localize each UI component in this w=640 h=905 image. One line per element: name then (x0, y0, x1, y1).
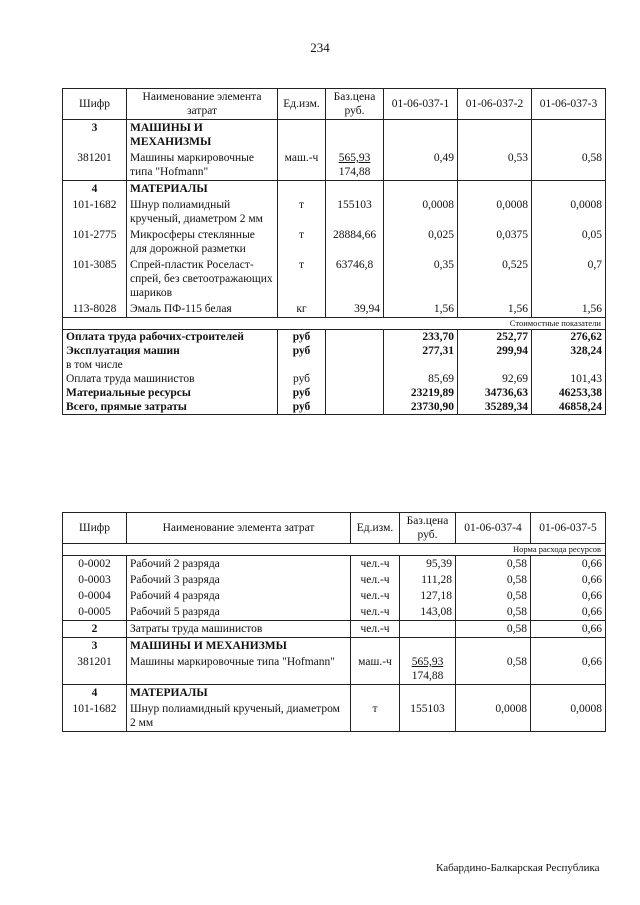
total-unit: руб (278, 400, 326, 415)
row-name: Рабочий 5 разряда (127, 604, 351, 621)
table-header-row (63, 513, 606, 544)
row-code: 381201 (63, 654, 127, 685)
row-value-2: 1,56 (458, 301, 532, 318)
row-name: Рабочий 2 разряда (127, 556, 351, 573)
section-title: МАШИНЫ И МЕХАНИЗМЫ (127, 120, 278, 151)
row-price: 63746,8 (326, 257, 384, 301)
cost-indicators-label: Стоимостные показатели (63, 318, 606, 330)
row-price: 155103 (326, 197, 384, 227)
row-name: Затраты труда машинистов (127, 621, 351, 638)
section-number: 3 (63, 638, 127, 655)
row-value-3: 0,05 (532, 227, 606, 257)
row-value-1: 0,0008 (456, 701, 531, 732)
row-code: 2 (63, 621, 127, 638)
row-unit: т (278, 257, 326, 301)
row-value-1: 0,58 (456, 572, 531, 588)
table-row (63, 257, 606, 301)
price-secondary: 174,88 (338, 166, 371, 178)
total-value-3: 46858,24 (532, 400, 606, 415)
total-row (63, 372, 606, 386)
row-price: 155103 (400, 701, 456, 732)
section-title: МАШИНЫ И МЕХАНИЗМЫ (127, 638, 351, 655)
table-row (63, 150, 606, 181)
table-row (63, 701, 606, 732)
row-value-1: 0,0008 (384, 197, 458, 227)
row-code: 0-0004 (63, 588, 127, 604)
row-code: 101-1682 (63, 701, 127, 732)
page-number: 234 (310, 40, 330, 55)
header-price: Баз.цена руб. (400, 513, 456, 544)
total-value-2: 299,94 (458, 344, 532, 358)
row-unit: чел.-ч (351, 621, 400, 638)
header-price: Баз.цена руб. (326, 89, 384, 120)
total-unit: руб (278, 372, 326, 386)
table-row (63, 301, 606, 318)
table-header-row (63, 89, 606, 120)
section-row (63, 120, 606, 151)
row-value-1: 0,58 (456, 604, 531, 621)
row-unit: маш.-ч (278, 150, 326, 181)
row-value-2: 0,66 (531, 572, 606, 588)
row-value-1: 1,56 (384, 301, 458, 318)
row-price: 39,94 (326, 301, 384, 318)
row-name: Спрей-пластик Роселаст-спрей, без светоотражающих шариков (127, 257, 278, 301)
row-unit: кг (278, 301, 326, 318)
row-price: 28884,66 (326, 227, 384, 257)
row-value-2: 0,53 (458, 150, 532, 181)
header-unit: Ед.изм. (351, 513, 400, 544)
total-value-1: 233,70 (384, 330, 458, 345)
total-unit: руб (278, 330, 326, 345)
row-unit: маш.-ч (351, 654, 400, 685)
row-value-2: 0,0008 (458, 197, 532, 227)
row-price (400, 654, 456, 685)
row-code: 0-0002 (63, 556, 127, 573)
total-row (63, 386, 606, 400)
row-price: 111,28 (400, 572, 456, 588)
header-norm-2: 01-06-037-2 (458, 89, 532, 120)
row-code: 381201 (63, 150, 127, 181)
price-main: 565,93 (338, 152, 371, 164)
row-value-2: 0,66 (531, 654, 606, 685)
total-name: Материальные ресурсы (63, 386, 278, 400)
footer-region-name: Кабардино-Балкарская Республика (436, 862, 600, 874)
price-main: 565,93 (411, 656, 444, 668)
row-value-3: 1,56 (532, 301, 606, 318)
row-unit: т (278, 227, 326, 257)
total-value-1: 23219,89 (384, 386, 458, 400)
row-value-2: 0,0008 (531, 701, 606, 732)
row-name: Шнур полиамидный крученый, диаметром 2 мм (127, 197, 278, 227)
header-norm-1: 01-06-037-1 (384, 89, 458, 120)
total-value-2: 35289,34 (458, 400, 532, 415)
norm-label-row (63, 544, 606, 556)
total-unit: руб (278, 386, 326, 400)
resource-table-1 (62, 88, 606, 415)
row-name: Эмаль ПФ-115 белая (127, 301, 278, 318)
section-number: 3 (63, 120, 127, 151)
row-value-2: 0,0375 (458, 227, 532, 257)
row-name: Машины маркировочные типа "Hofmann" (127, 654, 351, 685)
row-value-2: 0,66 (531, 621, 606, 638)
table-row (63, 588, 606, 604)
section-row (63, 685, 606, 702)
table-row (63, 227, 606, 257)
row-value-1: 0,49 (384, 150, 458, 181)
header-norm-3: 01-06-037-3 (532, 89, 606, 120)
row-code: 0-0005 (63, 604, 127, 621)
total-value-3: 276,62 (532, 330, 606, 345)
table-row (63, 621, 606, 638)
section-title: МАТЕРИАЛЫ (127, 685, 351, 702)
row-unit: чел.-ч (351, 604, 400, 621)
total-value-3: 328,24 (532, 344, 606, 358)
total-row (63, 358, 606, 372)
row-unit: т (278, 197, 326, 227)
row-code: 101-1682 (63, 197, 127, 227)
section-number: 4 (63, 181, 127, 198)
total-value-2: 34736,63 (458, 386, 532, 400)
header-norm-4: 01-06-037-4 (456, 513, 531, 544)
row-name: Шнур полиамидный крученый, диаметром 2 мм (127, 701, 351, 732)
section-row (63, 181, 606, 198)
row-value-1: 0,35 (384, 257, 458, 301)
total-name: Оплата труда рабочих-строителей (63, 330, 278, 345)
row-value-1: 0,025 (384, 227, 458, 257)
header-name: Наименование элемента затрат (127, 513, 351, 544)
row-value-2: 0,66 (531, 556, 606, 573)
row-code: 113-8028 (63, 301, 127, 318)
row-value-1: 0,58 (456, 621, 531, 638)
row-name: Рабочий 3 разряда (127, 572, 351, 588)
total-name: Эксплуатация машин (63, 344, 278, 358)
total-unit: руб (278, 344, 326, 358)
row-price: 95,39 (400, 556, 456, 573)
row-unit: чел.-ч (351, 556, 400, 573)
row-price: 127,18 (400, 588, 456, 604)
row-code: 101-3085 (63, 257, 127, 301)
total-row (63, 400, 606, 415)
cost-indicators-row (63, 318, 606, 330)
header-unit: Ед.изм. (278, 89, 326, 120)
table-row (63, 654, 606, 685)
total-name: Всего, прямые затраты (63, 400, 278, 415)
row-value-2: 0,66 (531, 588, 606, 604)
table-row (63, 604, 606, 621)
row-value-1: 0,58 (456, 556, 531, 573)
table-row (63, 572, 606, 588)
table-row (63, 556, 606, 573)
row-value-3: 0,7 (532, 257, 606, 301)
total-value-2: 252,77 (458, 330, 532, 345)
row-price: 143,08 (400, 604, 456, 621)
row-value-3: 0,58 (532, 150, 606, 181)
header-code: Шифр (63, 89, 127, 120)
total-row (63, 330, 606, 345)
row-value-2: 0,525 (458, 257, 532, 301)
header-norm-5: 01-06-037-5 (531, 513, 606, 544)
row-name: Рабочий 4 разряда (127, 588, 351, 604)
total-name: Оплата труда машинистов (63, 372, 278, 386)
row-value-1: 0,58 (456, 588, 531, 604)
row-unit: чел.-ч (351, 588, 400, 604)
total-name: в том числе (63, 358, 278, 372)
row-value-2: 0,66 (531, 604, 606, 621)
row-unit: т (351, 701, 400, 732)
row-value-1: 0,58 (456, 654, 531, 685)
total-value-1: 277,31 (384, 344, 458, 358)
row-price (326, 150, 384, 181)
row-code: 0-0003 (63, 572, 127, 588)
total-value-3: 101,43 (532, 372, 606, 386)
total-row (63, 344, 606, 358)
row-code: 101-2775 (63, 227, 127, 257)
row-name: Машины маркировочные типа "Hofmann" (127, 150, 278, 181)
row-value-3: 0,0008 (532, 197, 606, 227)
price-secondary: 174,88 (411, 670, 444, 682)
header-name: Наименование элемента затрат (127, 89, 278, 120)
total-value-2: 92,69 (458, 372, 532, 386)
row-name: Микросферы стеклянные для дорожной разметки (127, 227, 278, 257)
total-value-3: 46253,38 (532, 386, 606, 400)
section-number: 4 (63, 685, 127, 702)
total-value-1: 85,69 (384, 372, 458, 386)
norm-label: Норма расхода ресурсов (63, 544, 606, 556)
table-row (63, 197, 606, 227)
header-code: Шифр (63, 513, 127, 544)
total-value-1: 23730,90 (384, 400, 458, 415)
row-unit: чел.-ч (351, 572, 400, 588)
resource-table-2 (62, 512, 606, 732)
section-row (63, 638, 606, 655)
section-title: МАТЕРИАЛЫ (127, 181, 278, 198)
